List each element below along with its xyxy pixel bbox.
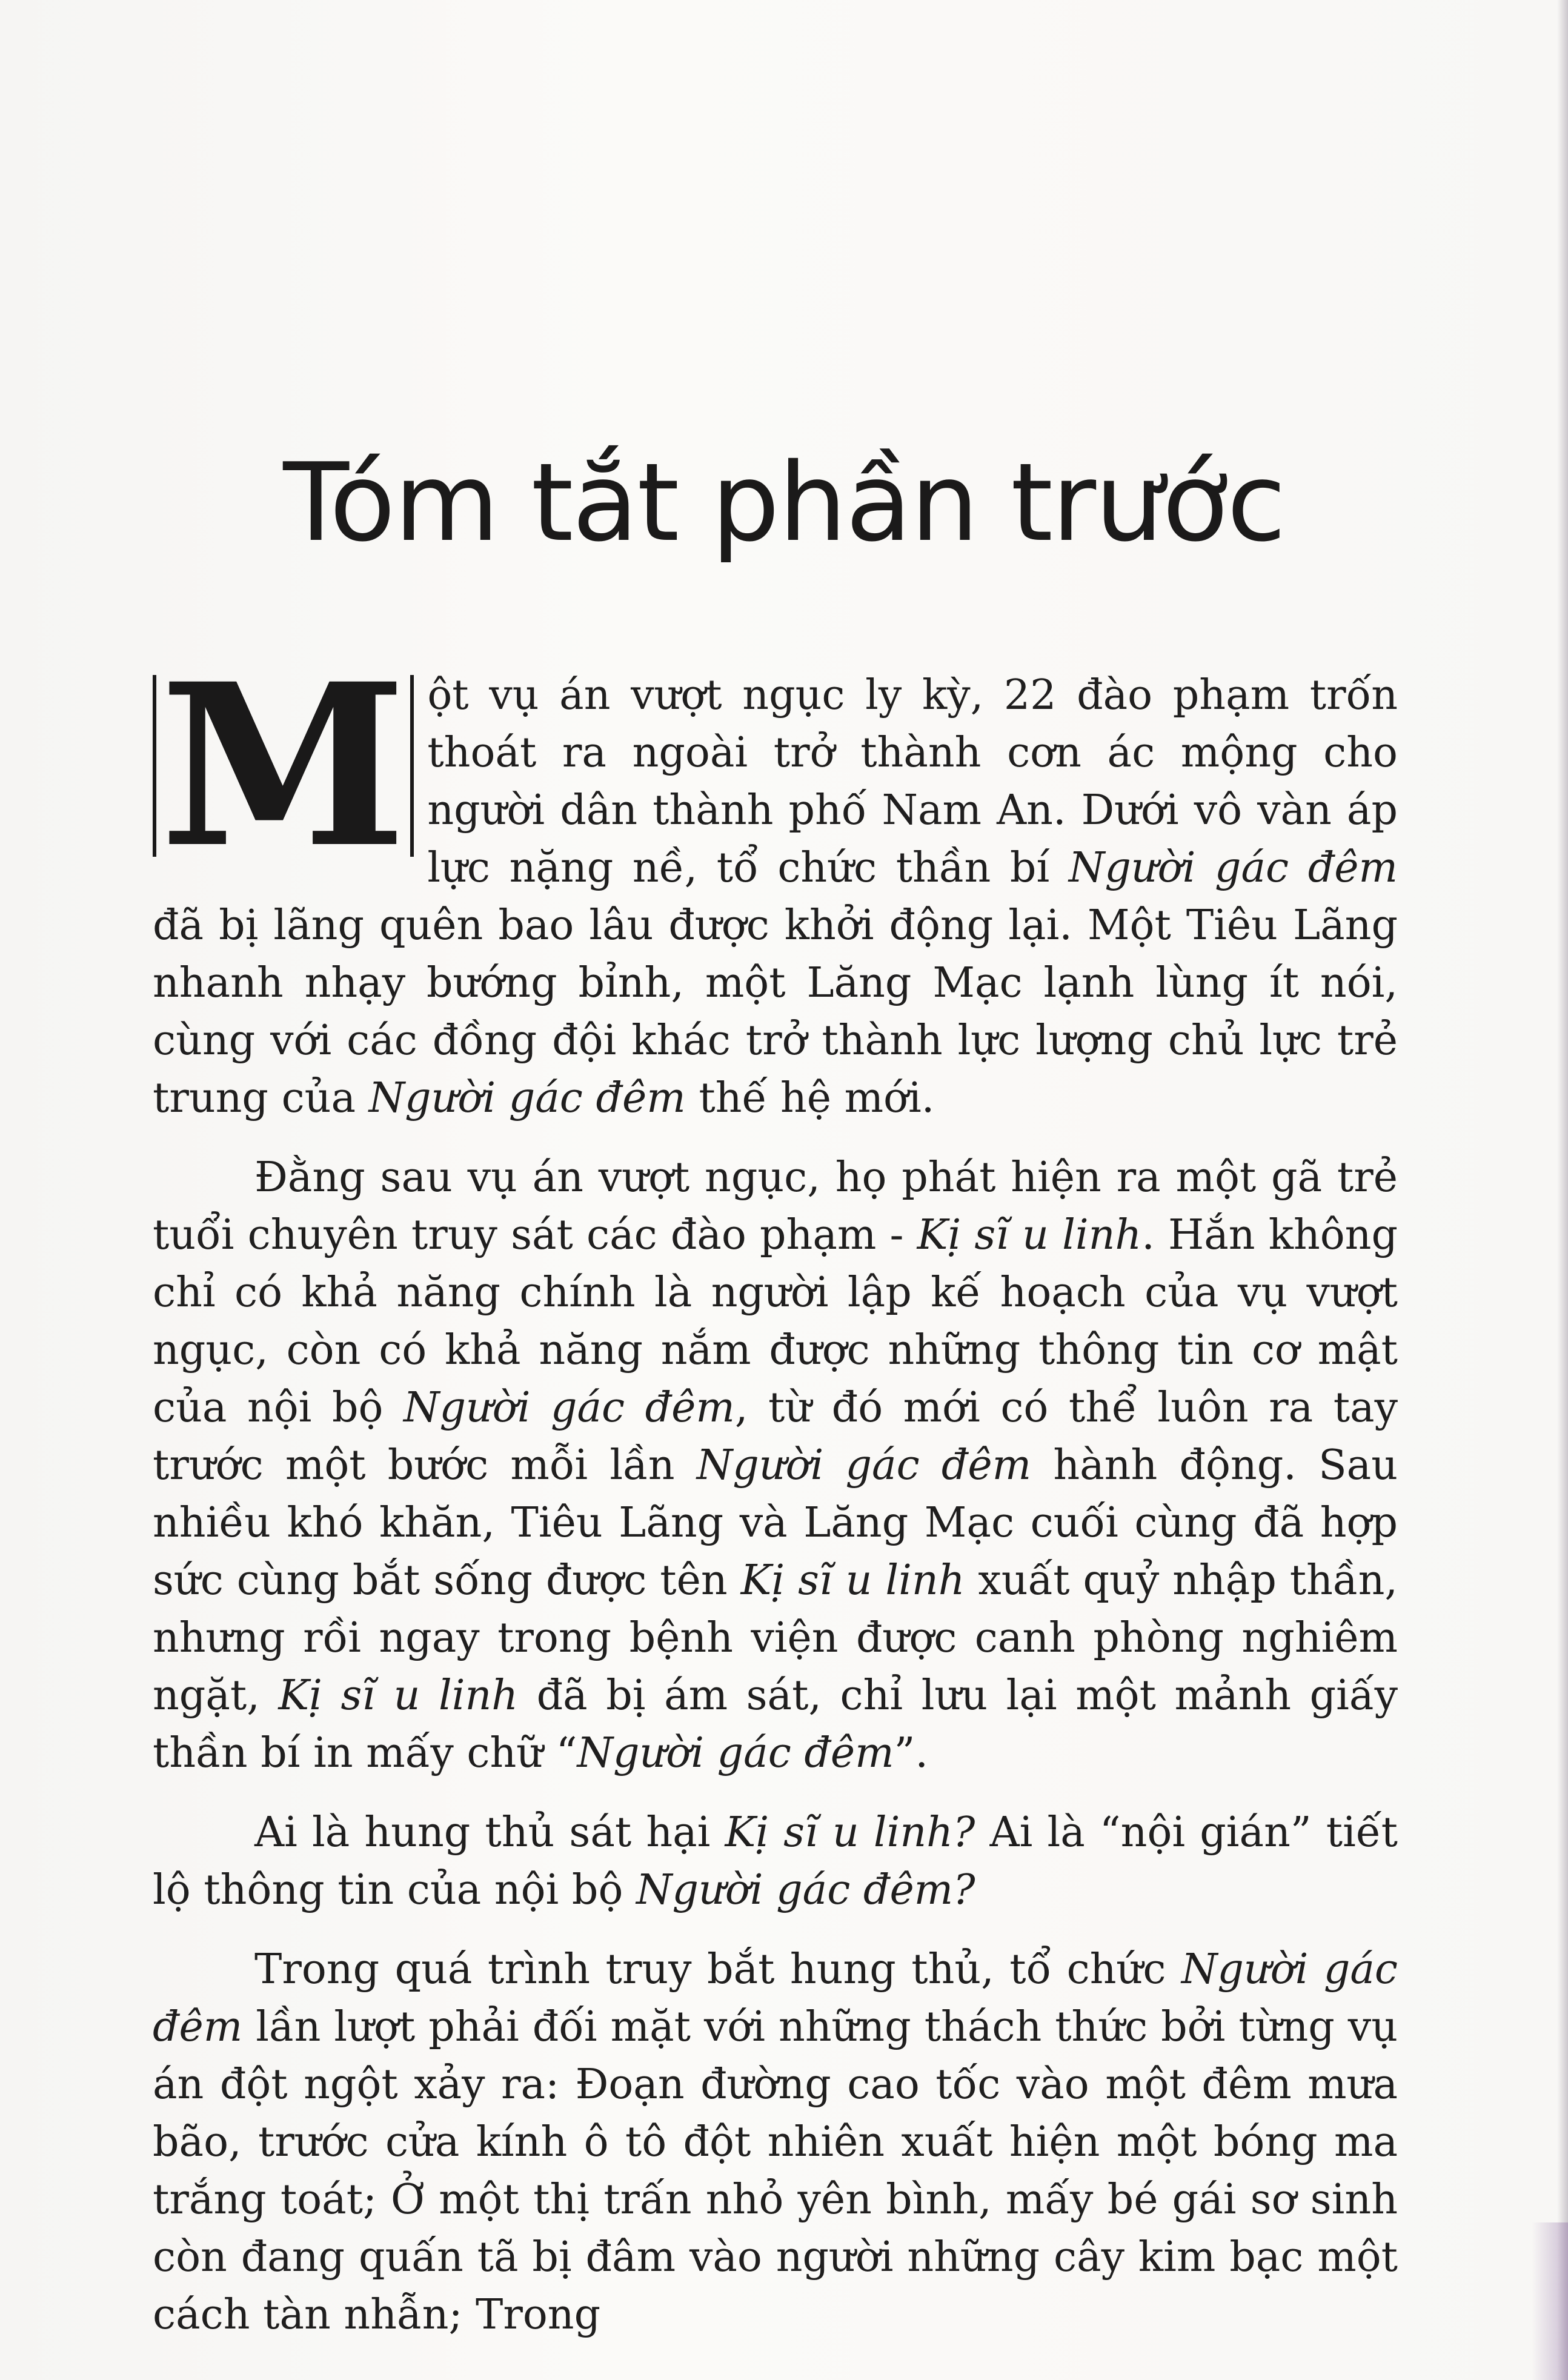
text-run: đã bị lãng quên bao lâu được khởi động lại. Một Tiêu Lãng nhanh nhạy bướng bỉnh, một Lăng Mạc lạnh lùng ít nói, cùng với các đồng đội khác trở thành lực lượng chủ lực trẻ trung của bbox=[153, 902, 1398, 1122]
italic-text: Người gác đêm? bbox=[636, 1866, 975, 1914]
paragraph bbox=[153, 634, 1398, 1127]
page-edge-shadow bbox=[1557, 0, 1568, 2380]
italic-text: Người gác đêm bbox=[1068, 844, 1398, 892]
text-run: . Hắn không chỉ có khả năng chính là người lập kế hoạch của vụ vượt ngục, còn có khả năng nắm được những thông tin cơ mật của nội bộ bbox=[153, 1211, 1398, 1432]
text-run: ột vụ án vượt ngục ly kỳ, 22 đào phạm trốn thoát ra ngoài trở thành cơn ác mộng cho người dân thành phố Nam An. Dưới vô vàn áp lực nặng nề, tổ chức thần bí bbox=[427, 671, 1398, 892]
page-corner-shadow bbox=[1532, 2222, 1568, 2380]
text-run: Ai là hung thủ sát hại bbox=[254, 1809, 725, 1856]
text-run: , từ đó mới có thể luôn ra tay trước một bước mỗi lần bbox=[153, 1384, 1398, 1489]
italic-text: Người gác đêm bbox=[403, 1384, 735, 1432]
text-run: Đằng sau vụ án vượt ngục, họ phát hiện ra một gã trẻ tuổi chuyên truy sát các đào phạm - bbox=[153, 1154, 1398, 1259]
italic-text: Kị sĩ u linh bbox=[917, 1211, 1142, 1259]
text-run: hành động. Sau nhiều khó khăn, Tiêu Lãng và Lăng Mạc cuối cùng đã hợp sức cùng bắt sống được tên bbox=[153, 1441, 1398, 1604]
drop-cap: M bbox=[153, 675, 414, 857]
text-run: lần lượt phải đối mặt với những thách thức bởi từng vụ án đột ngột xảy ra: Đoạn đường cao tốc vào một đêm mưa bão, trước cửa kính ô tô đột nhiên xuất hiện một bóng ma trắng toát; Ở một thị trấn nhỏ yên bình, mấy bé gái sơ sinh còn đang quấn tã bị đâm vào người những cây kim bạc một cách tàn nhẫn; Trong bbox=[153, 2003, 1398, 2339]
text-run: xuất quỷ nhập thần, nhưng rồi ngay trong bệnh viện được canh phòng nghiêm ngặt, bbox=[153, 1557, 1398, 1720]
italic-text: Người gác đêm bbox=[153, 1946, 1398, 2051]
text-run: thế hệ mới. bbox=[685, 1074, 935, 1122]
summary-text bbox=[153, 634, 1398, 2365]
italic-text: Kị sĩ u linh bbox=[278, 1672, 519, 1720]
italic-text: Người gác đêm bbox=[577, 1729, 894, 1777]
paragraph bbox=[153, 1149, 1398, 1782]
paragraph bbox=[153, 1804, 1398, 1919]
text-run: ”. bbox=[894, 1729, 929, 1777]
page-title: Tóm tắt phần trước bbox=[283, 440, 1285, 565]
italic-text: Người gác đêm bbox=[696, 1441, 1032, 1489]
text-run: đã bị ám sát, chỉ lưu lại một mảnh giấy thần bí in mấy chữ “ bbox=[153, 1672, 1398, 1777]
paragraph bbox=[153, 1941, 1398, 2344]
text-run: Ai là “nội gián” tiết lộ thông tin của nội bộ bbox=[153, 1809, 1398, 1914]
italic-text: Người gác đêm bbox=[368, 1074, 686, 1122]
italic-text: Kị sĩ u linh bbox=[740, 1557, 965, 1604]
text-run: Trong quá trình truy bắt hung thủ, tổ chức bbox=[254, 1946, 1181, 1993]
italic-text: Kị sĩ u linh? bbox=[725, 1809, 975, 1856]
